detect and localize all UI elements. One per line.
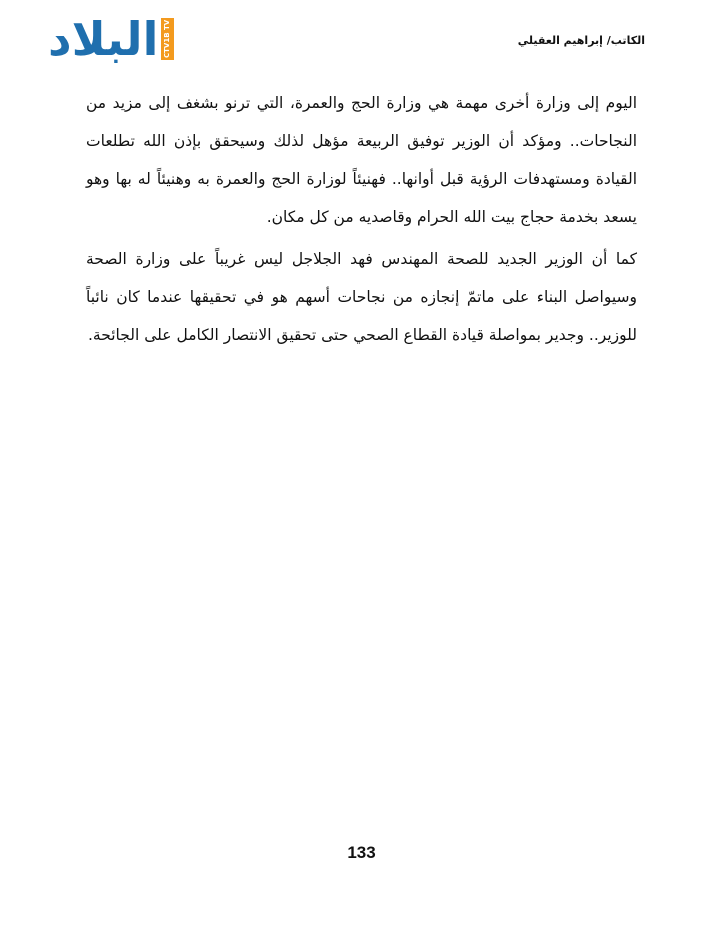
author-byline: الكاتب/ إبراهيم العقيلي [517,34,645,47]
article-body [86,84,637,358]
paragraph: اليوم إلى وزارة أخرى مهمة هي وزارة الحج والعمرة، التي ترنو بشغف إلى مزيد من النجاحات.. ومؤكد أن الوزير توفيق الربيعة مؤهل لذلك وسيحقق بإذن الله تطلعات القيادة ومستهدفات الرؤية قبل أوانها.. فهنيئاً لوزارة الحج والعمرة به وهنيئاً له بها وهو يسعد بخدمة حجاج بيت الله الحرام وقاصديه من كل مكان. [86,94,637,226]
logo-tag: CTV1B TV [161,18,174,60]
logo-wordmark: البلاد [48,12,159,66]
paragraph: كما أن الوزير الجديد للصحة المهندس فهد الجلاجل ليس غريباً على وزارة الصحة وسيواصل البناء على ماتمّ إنجازه من نجاحات أسهم هو في تحقيقها عندما كان نائباً للوزير.. وجدير بمواصلة قيادة القطاع الصحي حتى تحقيق الانتصار الكامل على الجائحة. [86,250,637,344]
publication-logo [48,12,174,66]
page-number: 133 [347,843,376,862]
